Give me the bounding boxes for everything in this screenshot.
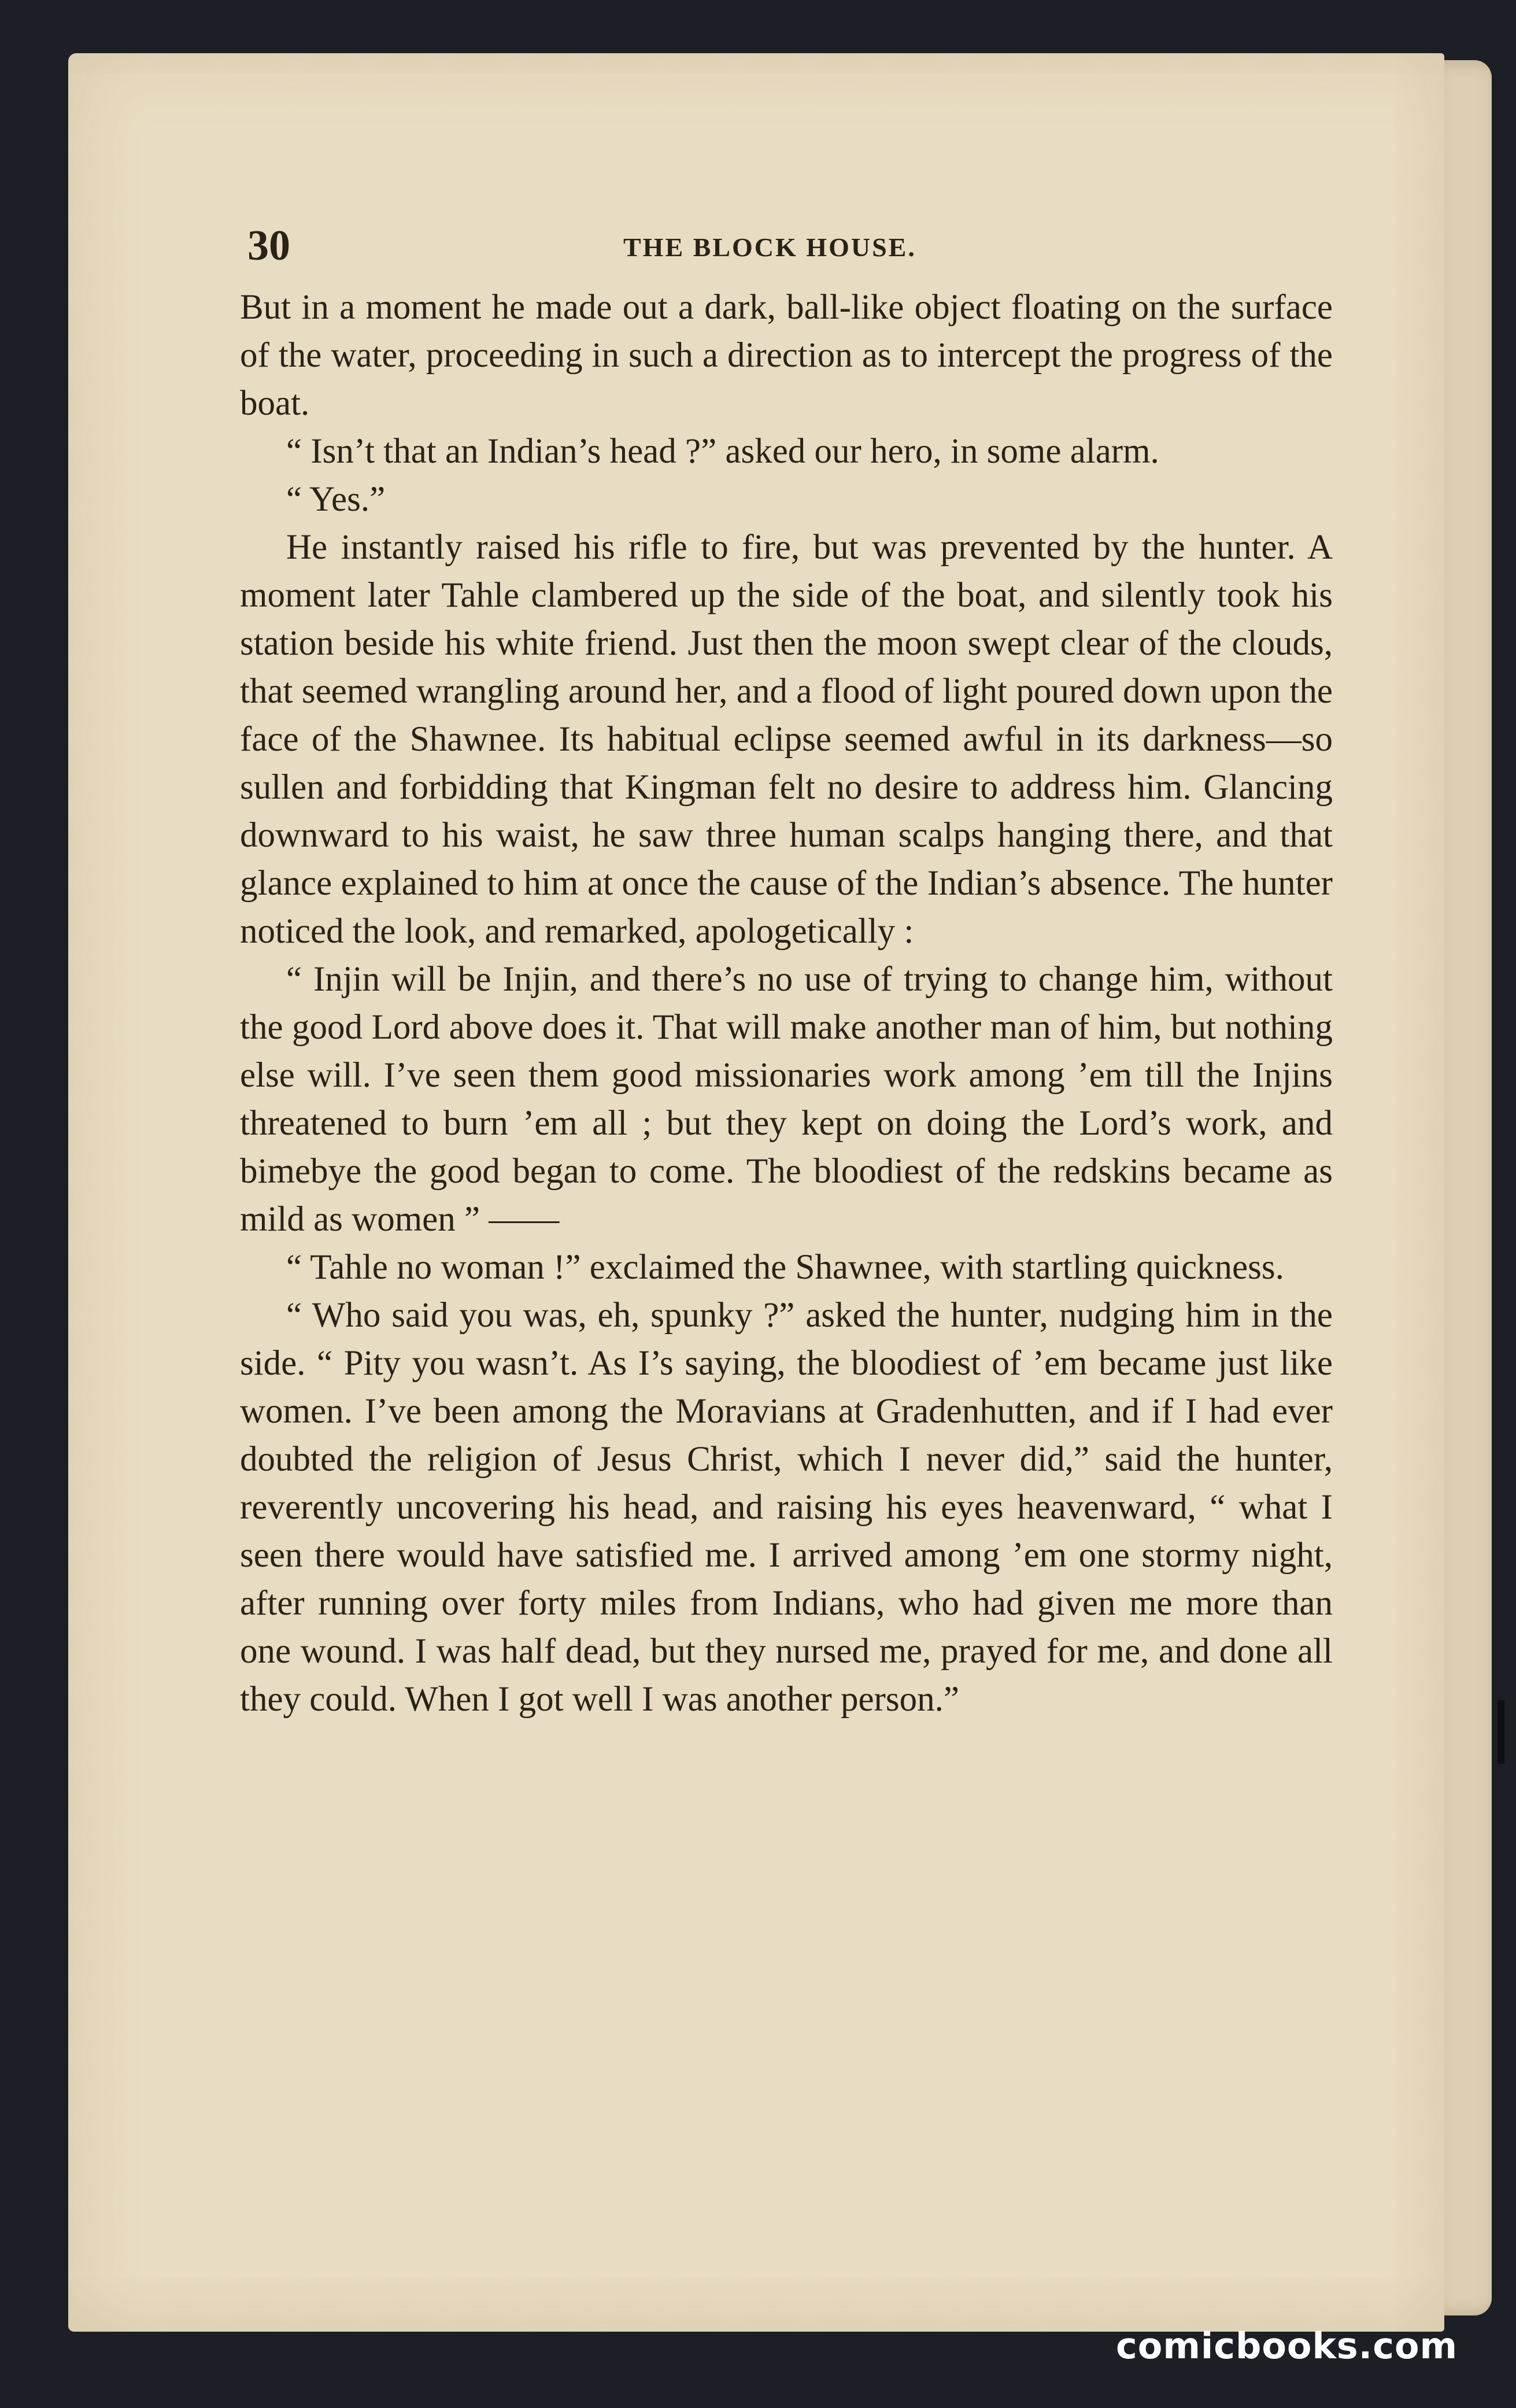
paragraph: “ Injin will be Injin, and there’s no use of trying to change him, without the good Lord above does it. That will make another man of him, but nothing else will. I’ve seen them good missionaries work among ’em till the Injins threatened to burn ’em all ; but they kept on doing the Lord’s work, and bimebye the good began to come. The bloodiest of the redskins became as mild as women ” —— bbox=[240, 960, 1333, 1239]
page-number: 30 bbox=[247, 222, 290, 269]
running-head bbox=[247, 220, 1334, 272]
paragraph: “ Yes.” bbox=[286, 480, 386, 519]
paragraph: He instantly raised his rifle to fire, but was prevented by the hunter. A moment later Tahle clambered up the side of the boat, and silently took his station beside his white friend. Just then the moon swept clear of the clouds, that seemed wrangling around her, and a flood of light poured down upon the face of the Shawnee. Its habitual eclipse seemed awful in its darkness—so sullen and forbidding that Kingman felt no desire to address him. Glancing downward to his waist, he saw three human scalps hanging there, and that glance explained to him at once the cause of the Indian’s absence. The hunter noticed the look, and remarked, apologetically : bbox=[240, 528, 1333, 951]
paragraph: But in a moment he made out a dark, ball-like object floating on the surface of the water, proceeding in such a direction as to intercept the progress of the boat. bbox=[240, 288, 1333, 423]
paragraph: “ Isn’t that an Indian’s head ?” asked our hero, in some alarm. bbox=[286, 432, 1159, 471]
paragraph: “ Who said you was, eh, spunky ?” asked the hunter, nudging him in the side. “ Pity you wasn’t. As I’s saying, the bloodiest of ’em became just like women. I’ve been among the Moravians at Gradenhutten, and if I had ever doubted the religion of Jesus Christ, which I never did,” said the hunter, reverently uncovering his head, and raising his eyes heavenward, “ what I seen there would have satisfied me. I arrived among ’em one stormy night, after running over forty miles from Indians, who had given me more than one wound. I was half dead, but they nursed me, prayed for me, and done all they could. When I got well I was another person.” bbox=[240, 1296, 1333, 1719]
binding-mark bbox=[1497, 1700, 1504, 1764]
paragraph: “ Tahle no woman !” exclaimed the Shawnee, with startling quickness. bbox=[286, 1248, 1284, 1287]
site-watermark: comicbooks.com bbox=[1116, 2325, 1458, 2367]
body-text bbox=[240, 283, 1333, 1723]
running-title: THE BLOCK HOUSE. bbox=[623, 232, 916, 262]
